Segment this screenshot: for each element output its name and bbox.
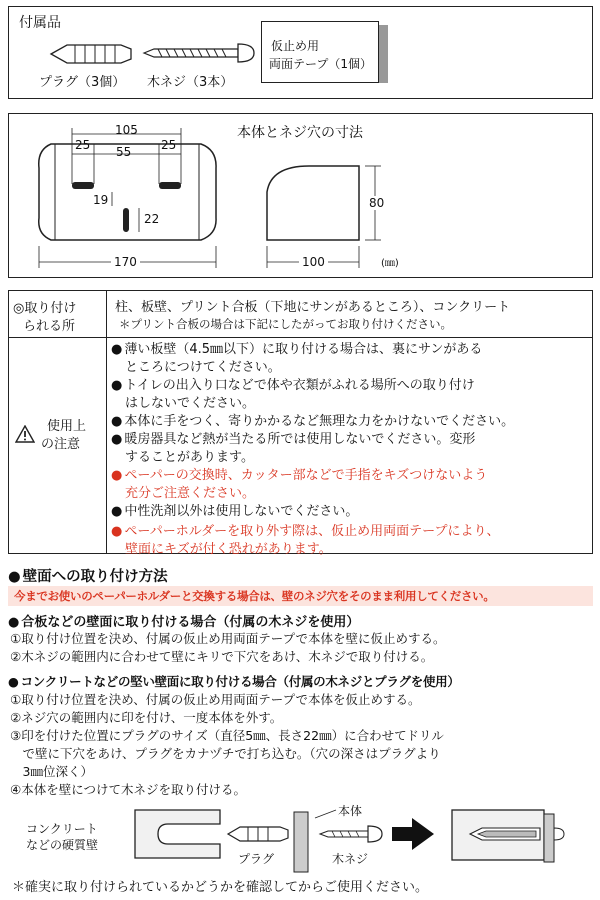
accessories-title: 付属品 — [19, 15, 61, 31]
step: ②ネジ穴の範囲内に印を付け、一度本体を外す。 — [10, 710, 283, 725]
tape-illustration — [261, 15, 391, 85]
dim-22: 22 — [144, 212, 160, 226]
step: 3㎜位深く） — [10, 764, 93, 779]
dim-25-right: 25 — [161, 138, 177, 152]
screw-label: 木ネジ（3本） — [147, 75, 234, 90]
caution-item: ● 中性洗剤以外は使用しないでください。 — [111, 503, 591, 523]
caution-label-1: 使用上 — [47, 419, 87, 434]
install-diagram — [0, 800, 600, 875]
info-table — [8, 290, 593, 557]
plug-illustration — [49, 39, 134, 69]
mount-label-1: ◎取り付け — [13, 301, 77, 316]
diagram-plug-label: プラグ — [238, 852, 275, 866]
dim-25-left: 25 — [75, 138, 91, 152]
sec1-title: ● 合板などの壁面に取り付ける場合（付属の木ネジを使用） — [8, 611, 359, 630]
caution-label-2: の注意 — [41, 437, 81, 452]
sec2-title: ● コンクリートなどの堅い壁面に取り付ける場合（付属の木ネジとプラグを使用） — [8, 672, 460, 690]
wall-label-2: などの硬質壁 — [26, 838, 99, 852]
table-col-divider — [106, 291, 107, 553]
caution-item: ● 暖房器具など熱が当たる所では使用しないでください。変形 することがあります。 — [111, 431, 591, 467]
diagram-body-label: 本体 — [338, 804, 363, 818]
mount-label-2: られる所 — [23, 319, 76, 334]
tape-label-1: 仮止め用 — [271, 39, 320, 53]
caution-item-warning: ● ペーパーの交換時、カッター部などで手指をキズつけないよう 充分ご注意ください。 — [111, 467, 591, 503]
dim-100: 100 — [299, 255, 328, 269]
caution-item: ● トイレの出入り口などで体や衣類がふれる場所への取り付け はしないでください。 — [111, 377, 591, 413]
plug-label: プラグ（3個） — [39, 75, 126, 90]
red-notice: 今までお使いのペーパーホルダーと交換する場合は、壁のネジ穴をそのまま利用してください。 — [8, 586, 593, 606]
dim-55: 55 — [116, 145, 132, 159]
mount-note: ＊プリント合板の場合は下記にしたがってお取り付けください。 — [119, 317, 453, 331]
accessories-box — [8, 6, 593, 99]
step: ①取り付け位置を決め、付属の仮止め用両面テープで本体を仮止めする。 — [10, 692, 421, 707]
sec1-steps — [10, 630, 445, 666]
screw-illustration — [142, 40, 257, 66]
dimensions-title: 本体とネジ穴の寸法 — [237, 125, 363, 141]
step: ③印を付けた位置にプラグのサイズ（直径5㎜、長さ22㎜）に合わせてドリル — [10, 728, 444, 743]
caution-list — [111, 341, 591, 559]
tape-label-2: 両面テープ（1個） — [269, 57, 373, 71]
caution-item: ● 薄い板壁（4.5㎜以下）に取り付ける場合は、裏にサンがある ところにつけてください。 — [111, 341, 591, 377]
table-row-divider — [9, 337, 592, 338]
step: ②木ネジの範囲内に合わせて壁にキリで下穴をあけ、木ネジで取り付ける。 — [10, 649, 434, 664]
wall-label-1: コンクリート — [26, 822, 98, 836]
sec2-steps — [10, 691, 444, 799]
dim-unit: (㎜) — [381, 258, 399, 269]
step: ④本体を壁につけて木ネジを取り付ける。 — [10, 782, 246, 797]
footer-note: ＊確実に取り付けられているかどうかを確認してからご使用ください。 — [12, 880, 429, 895]
caution-item-warning: ● ペーパーホルダーを取り外す際は、仮止め用両面テープにより、 壁面にキズが付く恐れがあります。 — [111, 523, 591, 559]
howto-title: ● 壁面への取り付け方法 — [8, 565, 168, 586]
mount-text: 柱、板壁、プリント合板（下地にサンがあるところ）、コンクリート — [115, 300, 511, 315]
dim-19: 19 — [93, 193, 109, 207]
caution-item: ● 本体に手をつく、寄りかかるなど無理な力をかけないでください。 — [111, 413, 591, 431]
dimensions-box — [8, 113, 593, 278]
dim-105: 105 — [115, 123, 138, 137]
step: ①取り付け位置を決め、付属の仮止め用両面テープで本体を壁に仮止めする。 — [10, 631, 446, 646]
step: で壁に下穴をあけ、プラグをカナヅチで打ち込む。（穴の深さはプラグより — [10, 746, 441, 761]
diagram-screw-label: 木ネジ — [332, 852, 369, 866]
dim-170: 170 — [111, 255, 140, 269]
warning-icon — [15, 425, 35, 443]
dim-80: 80 — [369, 196, 385, 210]
